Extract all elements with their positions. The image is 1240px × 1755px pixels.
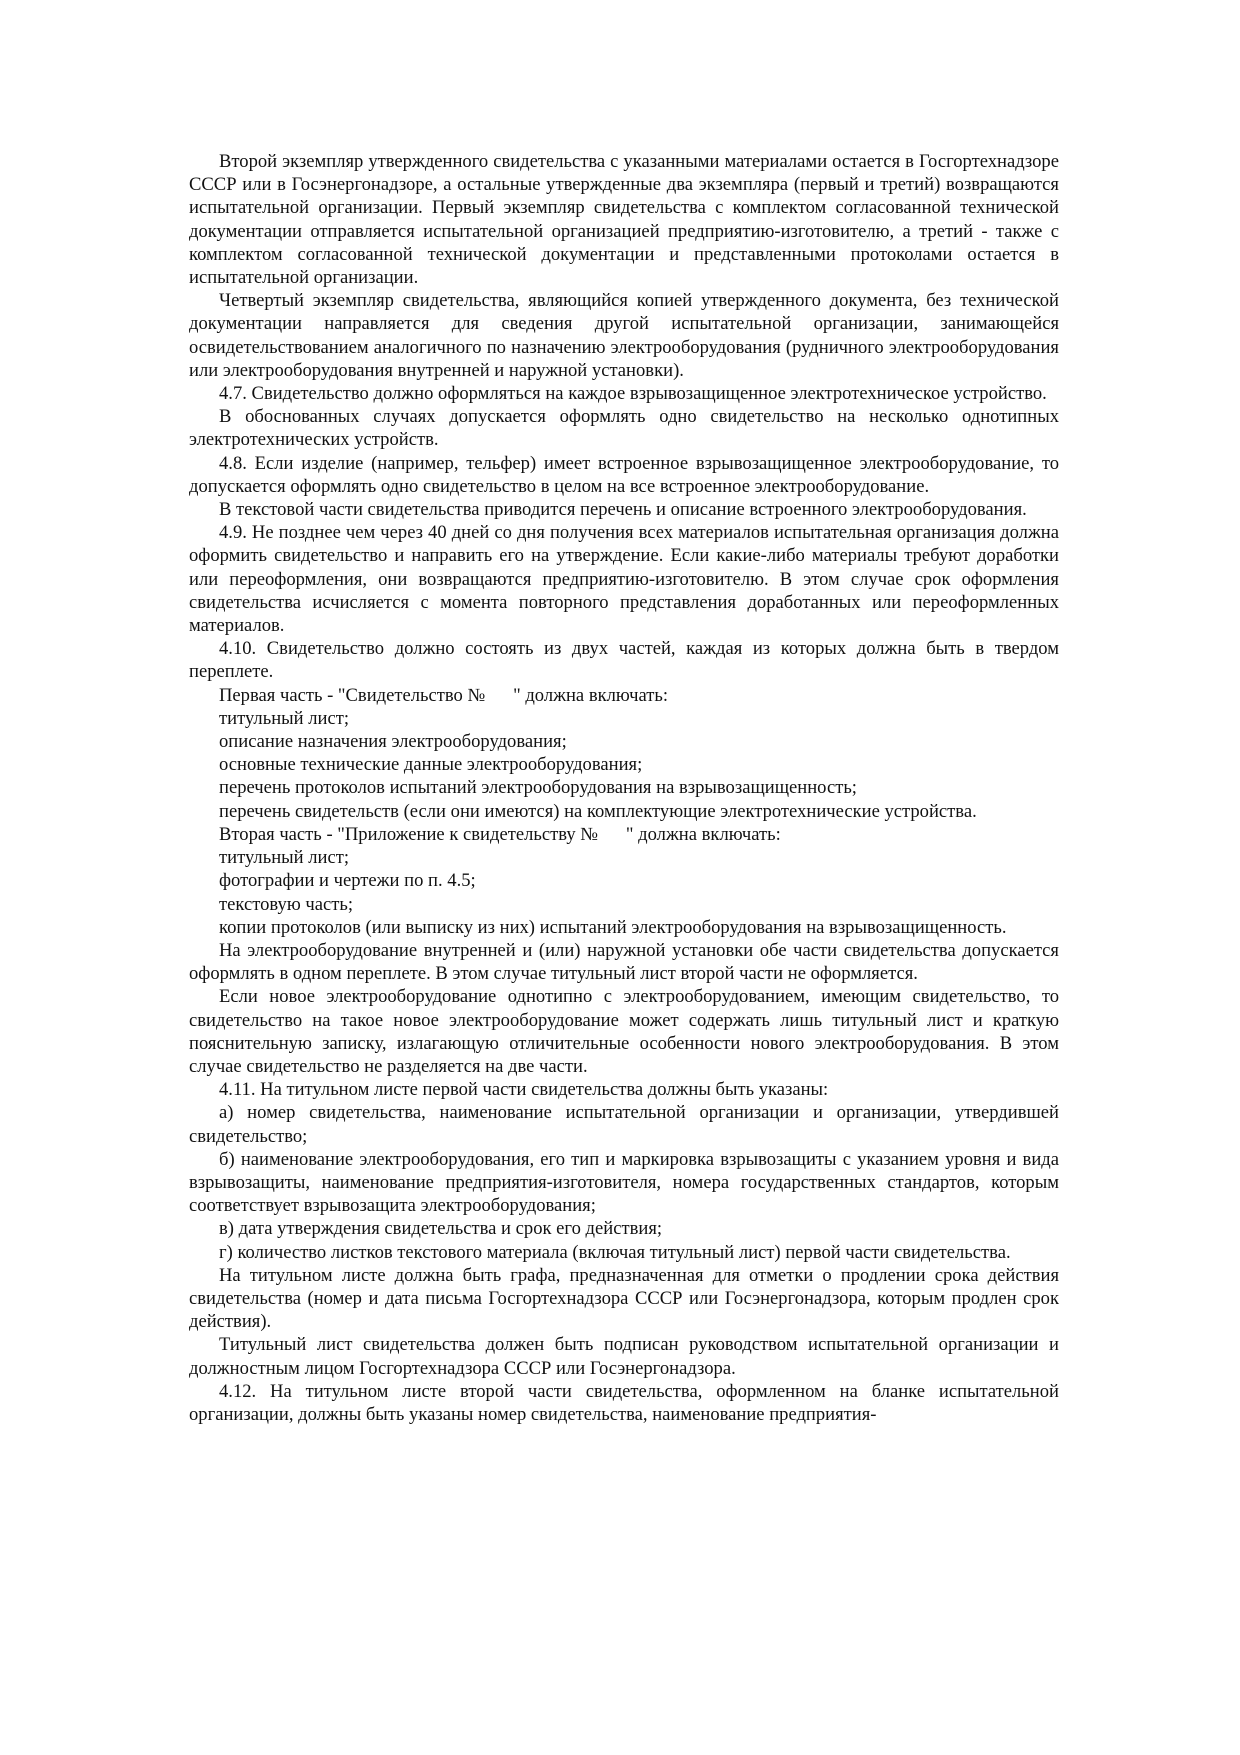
paragraph-4-12: 4.12. На титульном листе второй части свидетельства, оформленном на бланке испытательной организации, должны быть указаны номер свидетельства, наименование предприятия- [189, 1380, 1064, 1425]
list-item-title-sheet: титульный лист; [219, 707, 350, 729]
list-item-a: а) номер свидетельства, наименование испытательной организации и организации, утвердившей свидетельство; [189, 1102, 1064, 1147]
paragraph-single-binding: На электрооборудование внутренней и (или) наружной установки обе части свидетельства допускается оформлять в одном переплете. В этом случае титульный лист второй части не оформляется. [189, 939, 1064, 985]
paragraph-4-9: 4.9. Не позднее чем через 40 дней со дня получения всех материалов испытательная организация должна оформить свидетельство и направить его на утверждение. Если какие-либо материалы требуют доработки или переоформления, они возвращаются предприятию-изготовителю. В этом случае срок оформления свидетельства исчисляется с момента повторного представления доработанных или переоформленных материалов. [189, 522, 1064, 637]
paragraph-part-two-heading: Вторая часть - "Приложение к свидетельству № " должна включать: [219, 823, 781, 845]
paragraph-4-10: 4.10. Свидетельство должно состоять из двух частей, каждая из которых должна быть в твердом переплете. [189, 638, 1064, 683]
list-item-b: б) наименование электрооборудования, его тип и маркировка взрывозащиты с указанием уровня и вида взрывозащиты, наименование предприятия-изготовителя, номера государственных стандартов, которым соответствует взрывозащита электрооборудования; [189, 1148, 1064, 1217]
paragraph-text-part-list: В текстовой части свидетельства приводится перечень и описание встроенного электрооборудования. [219, 499, 1027, 521]
list-item-component-certificates: перечень свидетельств (если они имеются) на комплектующие электротехнические устройства. [219, 800, 977, 822]
paragraph-copy-distribution: Второй экземпляр утвержденного свидетельства с указанными материалами остается в Госгортехнадзоре СССР или в Госэнергонадзоре, а остальные утвержденные два экземпляра (первый и третий) возвращаются испытательной организации. Первый экземпляр свидетельства с комплектом согласованной технической документации отправляется испытательной организацией предприятию-изготовителю, а третий - также с комплектом согласованной технической документации и представленными протоколами остается в испытательной организации. [189, 151, 1064, 289]
paragraph-extension-field: На титульном листе должна быть графа, предназначенная для отметки о продлении срока действия свидетельства (номер и дата письма Госгортехнадзора СССР или Госэнергонадзора, которым продлен срок действия). [189, 1264, 1064, 1333]
paragraph-same-type-equipment: Если новое электрооборудование однотипно с электрооборудованием, имеющим свидетельство, то свидетельство на такое новое электрооборудование может содержать лишь титульный лист и краткую пояснительную записку, излагающую отличительные особенности нового электрооборудования. В этом случае свидетельство не разделяется на две части. [189, 986, 1064, 1077]
document-page [189, 150, 1064, 1426]
paragraph-4-11: 4.11. На титульном листе первой части свидетельства должны быть указаны: [219, 1079, 829, 1101]
list-item-photos-drawings: фотографии и чертежи по п. 4.5; [219, 870, 476, 892]
paragraph-part-one-heading: Первая часть - "Свидетельство № " должна включать: [219, 684, 668, 706]
list-item-purpose-description: описание назначения электрооборудования; [219, 731, 567, 753]
paragraph-4-7: 4.7. Свидетельство должно оформляться на каждое взрывозащищенное электротехническое устройство. [219, 383, 1047, 405]
list-item-test-protocols: перечень протоколов испытаний электрооборудования на взрывозащищенность; [219, 777, 857, 799]
paragraph-4-8: 4.8. Если изделие (например, тельфер) имеет встроенное взрывозащищенное электрооборудование, то допускается оформлять одно свидетельство в целом на все встроенное электрооборудование. [189, 452, 1064, 497]
paragraph-justified-cases: В обоснованных случаях допускается оформлять одно свидетельство на несколько однотипных электротехнических устройств. [189, 406, 1064, 451]
list-item-protocol-copies: копии протоколов (или выписку из них) испытаний электрооборудования на взрывозащищенность. [219, 916, 1007, 938]
list-item-title-sheet-2: титульный лист; [219, 847, 350, 869]
list-item-v: в) дата утверждения свидетельства и срок его действия; [219, 1218, 663, 1240]
list-item-g: г) количество листков текстового материала (включая титульный лист) первой части свидетельства. [219, 1241, 1011, 1263]
paragraph-fourth-copy: Четвертый экземпляр свидетельства, являющийся копией утвержденного документа, без технической документации направляется для сведения другой испытательной организации, занимающейся освидетельствованием аналогичного по назначению электрооборудования (рудничного электрооборудования или электрооборудования внутренней и наружной установки). [189, 290, 1064, 381]
paragraph-signature: Титульный лист свидетельства должен быть подписан руководством испытательной организации и должностным лицом Госгортехнадзора СССР или Госэнергонадзора. [189, 1334, 1064, 1379]
list-item-technical-data: основные технические данные электрооборудования; [219, 754, 643, 776]
list-item-text-part: текстовую часть; [219, 893, 353, 915]
